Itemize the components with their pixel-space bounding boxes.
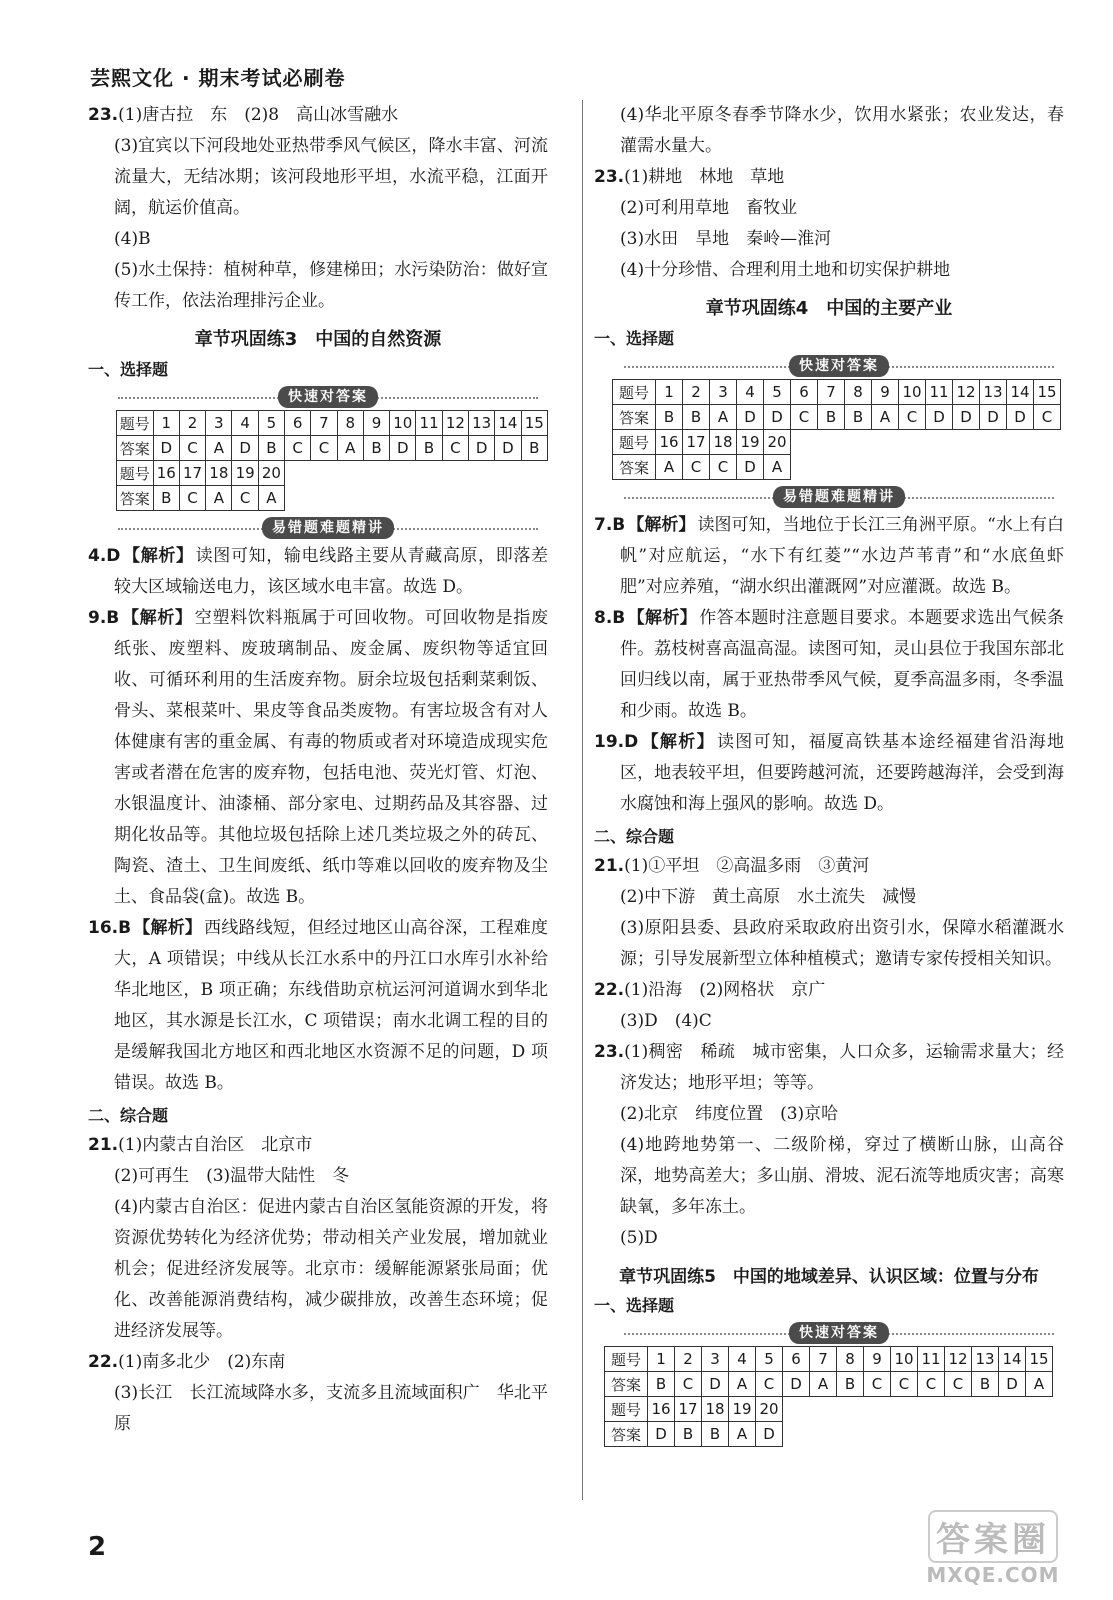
section-heading: 一、选择题 [88, 360, 169, 379]
question-number-cell: 14 [495, 411, 521, 436]
answer-cell: D [783, 1372, 810, 1397]
answer-cell: D [953, 405, 980, 430]
question-number-cell: 12 [945, 1347, 972, 1372]
question-number-cell: 15 [1026, 1347, 1053, 1372]
left-column [88, 100, 548, 1440]
question-number-cell: 17 [179, 461, 205, 486]
answer-text: (2)可利用草地 畜牧业 [620, 198, 798, 218]
question-number-cell: 19 [232, 461, 258, 486]
answer-cell: B [521, 436, 547, 461]
question-number-cell: 7 [311, 411, 337, 436]
answer-23 [88, 100, 548, 131]
question-number-cell: 5 [756, 1347, 783, 1372]
explanation-banner: 易错题难题精讲 [624, 486, 1054, 508]
chapter-title: 章节巩固练3 中国的自然资源 [194, 329, 442, 350]
answer-cell: C [232, 486, 258, 511]
answer-cell: C [891, 1372, 918, 1397]
table-row: 题号 16 17 18 19 20 [605, 1397, 1053, 1422]
question-number-cell: 3 [710, 380, 737, 405]
answer-cell: D [1007, 405, 1034, 430]
question-number-cell: 19 [737, 430, 764, 455]
answer-cell: D [999, 1372, 1026, 1397]
question-number-cell: 15 [521, 411, 547, 436]
answer-text: (1)唐古拉 东 (2)8 高山冰雪融水 [118, 105, 399, 125]
question-number-cell: 5 [258, 411, 284, 436]
explanation-4: 4.D 【解析】 读图可知，输电线路主要从青藏高原，即落差较大区域输送电力，该区域水电丰富。故选 D。 [88, 546, 549, 597]
answer-text: (4)B [114, 229, 151, 249]
answer-text: (5)D [620, 1228, 658, 1248]
answer-cell: D [737, 455, 764, 480]
question-number-cell: 6 [285, 411, 311, 436]
answer-cell: C [918, 1372, 945, 1397]
answer-cell: D [390, 436, 416, 461]
chapter-title: 章节巩固练4 中国的主要产业 [705, 298, 953, 319]
answer-cell: A [810, 1372, 837, 1397]
question-number-cell: 11 [918, 1347, 945, 1372]
answer-text: (2)北京 纬度位置 (3)京哈 [620, 1104, 839, 1124]
answer-cell: C [945, 1372, 972, 1397]
section-heading: 二、综合题 [594, 827, 675, 846]
answer-cell: B [648, 1372, 675, 1397]
question-number-cell: 8 [837, 1347, 864, 1372]
question-number-cell: 1 [648, 1347, 675, 1372]
table-row: 答案 B B A D D C B B A C D D D D C [613, 405, 1061, 430]
question-number-cell: 1 [656, 380, 683, 405]
answer-cell: B [818, 405, 845, 430]
answer-text: (4)华北平原冬春季节降水少，饮用水紧张；农业发达，春灌需水量大。 [620, 105, 1064, 156]
answer-text: (2)可再生 (3)温带大陆性 冬 [114, 1166, 350, 1186]
question-number-cell: 8 [845, 380, 872, 405]
question-number-cell: 11 [926, 380, 953, 405]
quick-answer-banner: 快速对答案 [624, 1322, 1054, 1344]
answer-cell: B [416, 436, 442, 461]
question-number-cell: 19 [729, 1397, 756, 1422]
question-number-cell: 4 [232, 411, 258, 436]
answer-cell: B [363, 436, 389, 461]
question-number-cell: 2 [179, 411, 205, 436]
section-heading: 一、选择题 [594, 329, 675, 348]
question-number-cell: 4 [737, 380, 764, 405]
question-number-cell: 13 [980, 380, 1007, 405]
question-number-cell: 8 [337, 411, 363, 436]
answer-text: (3)原阳县委、县政府采取政府出资引水，保障水稻灌溉水源；引导发展新型立体种植模式；邀请专家传授相关知识。 [620, 918, 1064, 969]
question-number-cell: 2 [683, 380, 710, 405]
question-number-cell: 16 [153, 461, 179, 486]
answer-cell: D [702, 1372, 729, 1397]
answer-cell: D [469, 436, 495, 461]
answer-cell: A [206, 436, 232, 461]
answer-cell: D [153, 436, 179, 461]
answer-cell: D [926, 405, 953, 430]
answer-cell: B [972, 1372, 999, 1397]
answer-cell: A [337, 436, 363, 461]
explanation-19: 19.D 【解析】 读图可知，福厦高铁基本途经福建省沿海地区，地表较平坦，但要跨越河流，还要跨越海洋，会受到海水腐蚀和海上强风的影响。故选 D。 [594, 732, 1065, 814]
question-number-cell: 3 [206, 411, 232, 436]
answer-cell: A [729, 1422, 756, 1447]
question-number-cell: 5 [764, 380, 791, 405]
right-column [594, 100, 1064, 1453]
answer-text: (3)长江 长江流域降水多，支流多且流域面积广 华北平原 [114, 1383, 548, 1434]
answer-cell: C [442, 436, 468, 461]
answer-23b: 23.(1)稠密 稀疏 城市密集，人口众多，运输需求量大；经济发达；地形平坦；等等。 [594, 1042, 1064, 1093]
table-row: 答案 B C A C A [117, 486, 548, 511]
answer-cell: C [285, 436, 311, 461]
question-number-cell: 17 [675, 1397, 702, 1422]
question-number-cell: 20 [764, 430, 791, 455]
answer-23: 23.(1)耕地 林地 草地 [594, 167, 785, 187]
answer-cell: B [656, 405, 683, 430]
answer-text: (4)十分珍惜、合理利用土地和切实保护耕地 [620, 260, 951, 280]
answer-cell: C [179, 436, 205, 461]
explanation-9: 9.B 【解析】 空塑料饮料瓶属于可回收物。可回收物是指废纸张、废塑料、废玻璃制品、废金属、废织物等适宜回收、可循环利用的生活废弃物。厨余垃圾包括剩菜剩饭、骨头、菜根菜叶、果皮等食品类废物。有害垃圾含有对人体健康有害的重金属、有毒的物质或者对环境造成现实危害或者潜在危害的废弃物，包括电池、荧光灯管、灯泡、水银温度计、油漆桶、部分家电、过期药品及其容器、过期化妆品等。其他垃圾包括除上述几类垃圾之外的砖瓦、陶瓷、渣土、卫生间废纸、纸巾等难以回收的废弃物及尘土、食品袋(盒)。故选 B。 [88, 608, 549, 907]
table-row: 答案 D B B A D [605, 1422, 1053, 1447]
answer-cell: A [764, 455, 791, 480]
answer-text: (4)地跨地势第一、二级阶梯，穿过了横断山脉，山高谷深，地势高差大；多山崩、滑坡、泥石流等地质灾害；高寒缺氧，多年冻土。 [620, 1135, 1064, 1217]
table-row: 答案 B C D A C D A B C C C C B D A [605, 1372, 1053, 1397]
answer-cell: A [656, 455, 683, 480]
question-number-cell: 9 [864, 1347, 891, 1372]
answer-cell: A [729, 1372, 756, 1397]
question-number-cell: 2 [675, 1347, 702, 1372]
question-number-cell: 18 [710, 430, 737, 455]
answer-table [604, 1346, 1053, 1447]
table-row: 题号 1 2 3 4 5 6 7 8 9 10 11 12 13 14 15 [613, 380, 1061, 405]
answer-21: 21.(1)内蒙古自治区 北京市 [88, 1135, 313, 1155]
section-heading: 二、综合题 [88, 1106, 169, 1125]
answer-cell: D [648, 1422, 675, 1447]
column-divider [582, 100, 583, 1500]
table-row: 题号 1 2 3 4 5 6 7 8 9 10 11 12 13 14 15 [117, 411, 548, 436]
answer-cell: B [258, 436, 284, 461]
answer-21: 21.(1)①平坦 ②高温多雨 ③黄河 [594, 856, 870, 876]
answer-cell: A [1026, 1372, 1053, 1397]
answer-cell: A [258, 486, 284, 511]
explanation-16: 16.B 【解析】 西线路线短，但经过地区山高谷深，工程难度大，A 项错误；中线从长江水系中的丹江口水库引水补给华北地区，B 项正确；东线借助京杭运河河道调水到华北地区，其水源是长江水，C 项错误；南水北调工程的目的是缓解我国北方地区和西北地区水资源不足的问题，D 项错误。故选 B。 [88, 918, 549, 1093]
answer-text: (3)宜宾以下河段地处亚热带季风气候区，降水丰富、河流流量大，无结冰期；该河段地形平坦，水流平稳，江面开阔，航运价值高。 [114, 136, 548, 218]
answer-cell: C [791, 405, 818, 430]
answer-text: (3)水田 旱地 秦岭—淮河 [620, 229, 832, 249]
answer-cell: B [153, 486, 179, 511]
answer-cell: C [710, 455, 737, 480]
table-row: 答案 A C C D A [613, 455, 1061, 480]
question-number-cell: 17 [683, 430, 710, 455]
question-number-cell: 15 [1034, 380, 1061, 405]
question-number-cell: 9 [363, 411, 389, 436]
answer-cell: D [980, 405, 1007, 430]
section-heading: 一、选择题 [594, 1296, 675, 1315]
question-number-cell: 14 [999, 1347, 1026, 1372]
answer-22: 22.(1)南多北少 (2)东南 [88, 1352, 286, 1372]
answer-text: (5)水土保持：植树种草，修建梯田；水污染防治：做好宣传工作，依法治理排污企业。 [114, 260, 548, 311]
question-number-cell: 13 [972, 1347, 999, 1372]
question-number-cell: 20 [258, 461, 284, 486]
table-row: 题号 16 17 18 19 20 [613, 430, 1061, 455]
answer-cell: D [764, 405, 791, 430]
question-number-cell: 10 [899, 380, 926, 405]
answer-cell: B [683, 405, 710, 430]
question-number-cell: 12 [953, 380, 980, 405]
answer-cell: A [872, 405, 899, 430]
explanation-7: 7.B 【解析】 读图可知，当地位于长江三角洲平原。“水上有白帆”对应航运，“水下有红菱”“水边芦苇青”和“水底鱼虾肥”对应养殖，“湖水织出灌溉网”对应灌溉。故选 B。 [594, 515, 1064, 597]
answer-cell: C [864, 1372, 891, 1397]
answer-cell: C [683, 455, 710, 480]
answer-cell: D [495, 436, 521, 461]
question-number-cell: 18 [702, 1397, 729, 1422]
answer-cell: B [837, 1372, 864, 1397]
table-row: 答案 D C A D B C C A B D B C D D B [117, 436, 548, 461]
answer-text: (3)D (4)C [620, 1011, 712, 1031]
question-number-cell: 14 [1007, 380, 1034, 405]
watermark-logo: 答案圈 MXQE.COM [903, 1510, 1083, 1590]
question-number-cell: 10 [891, 1347, 918, 1372]
answer-cell: B [845, 405, 872, 430]
answer-cell: D [232, 436, 258, 461]
question-number-cell: 6 [791, 380, 818, 405]
question-number-cell: 20 [756, 1397, 783, 1422]
question-number-cell: 12 [442, 411, 468, 436]
answer-table [612, 379, 1061, 480]
question-number-cell: 10 [390, 411, 416, 436]
table-row: 题号 16 17 18 19 20 [117, 461, 548, 486]
answer-cell: C [675, 1372, 702, 1397]
answer-cell: B [702, 1422, 729, 1447]
answer-cell: C [1034, 405, 1061, 430]
answer-cell: C [179, 486, 205, 511]
question-number-cell: 16 [648, 1397, 675, 1422]
question-number-cell: 18 [206, 461, 232, 486]
question-number-cell: 7 [818, 380, 845, 405]
table-row: 题号 1 2 3 4 5 6 7 8 9 10 11 12 13 14 15 [605, 1347, 1053, 1372]
page-header: 芸熙文化 · 期末考试必刷卷 [90, 66, 346, 90]
question-number-cell: 4 [729, 1347, 756, 1372]
explanation-banner: 易错题难题精讲 [118, 517, 538, 539]
question-number-cell: 9 [872, 380, 899, 405]
answer-cell: D [737, 405, 764, 430]
answer-cell: D [756, 1422, 783, 1447]
answer-cell: A [206, 486, 232, 511]
question-number-cell: 16 [656, 430, 683, 455]
chapter-title: 章节巩固练5 中国的地域差异、认识区域：位置与分布 [619, 1267, 1039, 1287]
explanation-8: 8.B 【解析】 作答本题时注意题目要求。本题要求选出气候条件。荔枝树喜高温高湿。读图可知，灵山县位于我国东部北回归线以南，属于亚热带季风气候，夏季高温多雨，冬季温和少雨。故选 B。 [594, 608, 1065, 721]
quick-answer-banner: 快速对答案 [624, 355, 1054, 377]
answer-22: 22.(1)沿海 (2)网格状 京广 [594, 980, 826, 1000]
question-number-cell: 7 [810, 1347, 837, 1372]
page-number: 2 [88, 1532, 107, 1562]
answer-cell: C [756, 1372, 783, 1397]
question-number-cell: 11 [416, 411, 442, 436]
question-number-cell: 1 [153, 411, 179, 436]
answer-cell: B [675, 1422, 702, 1447]
answer-table [116, 410, 548, 511]
answer-cell: C [899, 405, 926, 430]
answer-cell: A [710, 405, 737, 430]
answer-cell: C [311, 436, 337, 461]
answer-text: (4)内蒙古自治区：促进内蒙古自治区氢能资源的开发，将资源优势转化为经济优势；带动相关产业发展，增加就业机会；促进经济发展等。北京市：缓解能源紧张局面；优化、改善能源消费结构，减少碳排放，改善生态环境；促进经济发展等。 [114, 1197, 548, 1341]
question-number: 23. [88, 105, 119, 125]
answer-text: (2)中下游 黄土高原 水土流失 减慢 [620, 887, 917, 907]
quick-answer-banner: 快速对答案 [118, 386, 538, 408]
question-number-cell: 13 [469, 411, 495, 436]
question-number-cell: 6 [783, 1347, 810, 1372]
question-number-cell: 3 [702, 1347, 729, 1372]
